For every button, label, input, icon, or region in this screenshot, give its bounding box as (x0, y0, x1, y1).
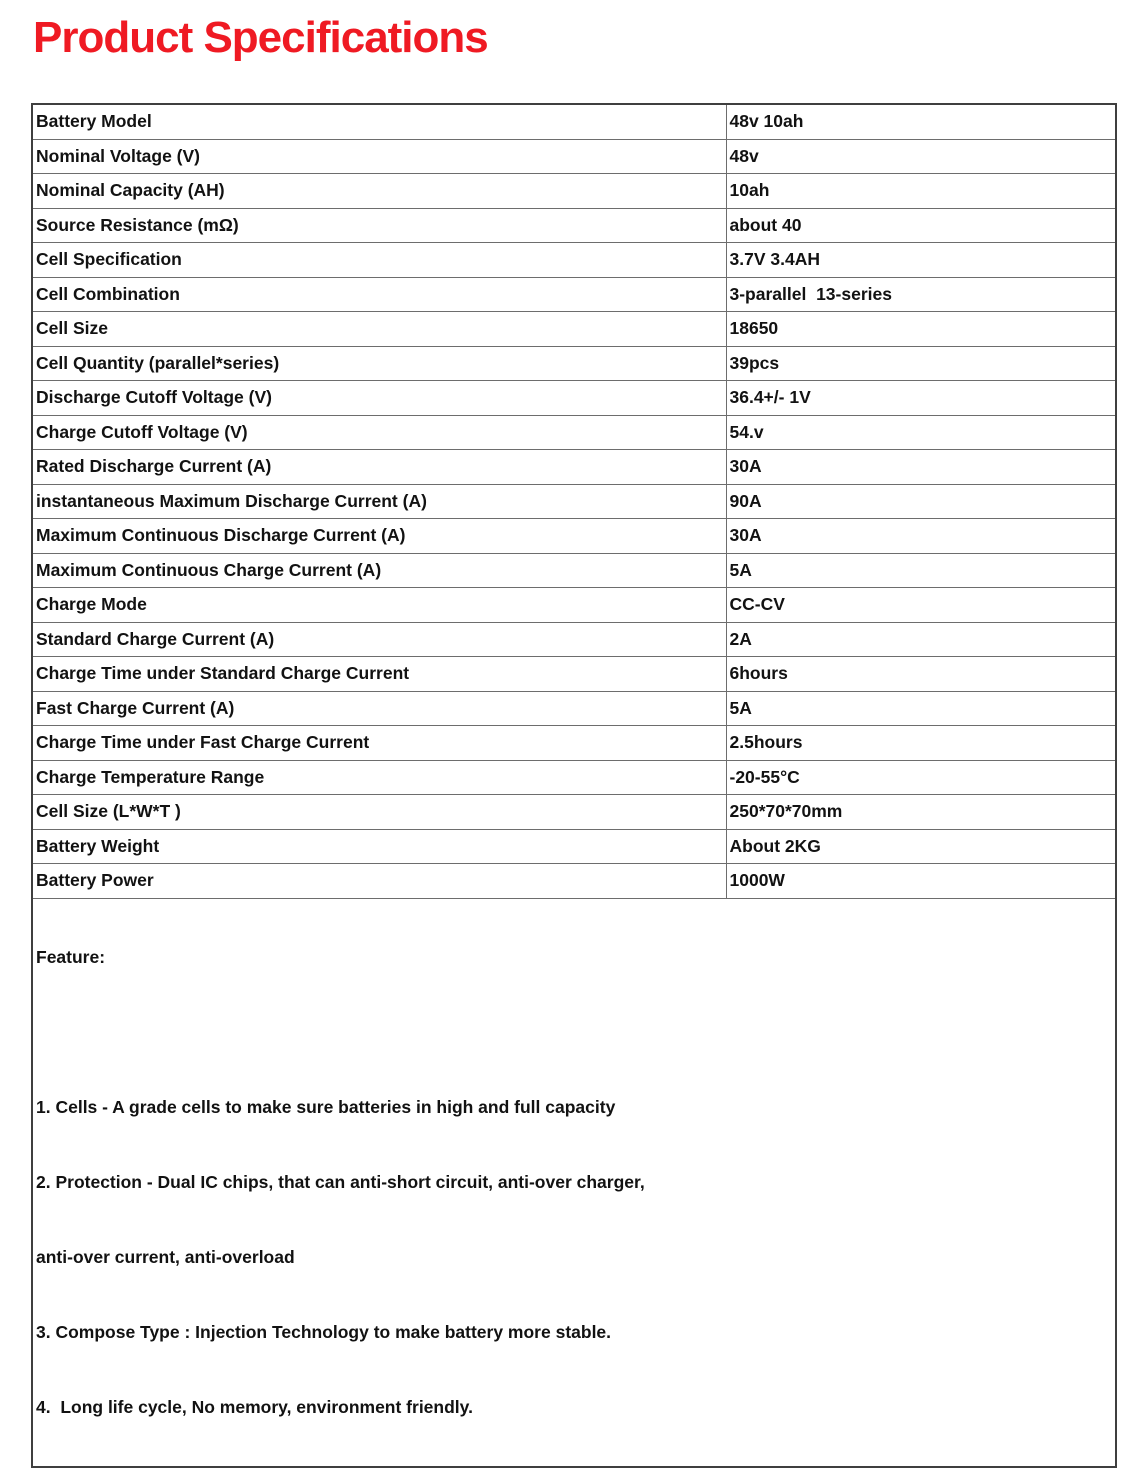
spec-label: Standard Charge Current (A) (32, 622, 726, 657)
spec-value: CC-CV (726, 588, 1116, 623)
spec-value: 3-parallel 13-series (726, 277, 1116, 312)
spec-value: 18650 (726, 312, 1116, 347)
feature-cell (32, 898, 1116, 1467)
spec-row (32, 174, 1116, 209)
feature-item-4: 4. Long life cycle, No memory, environment friendly. (36, 1396, 473, 1417)
spec-label: Battery Model (32, 104, 726, 139)
spec-value: 10ah (726, 174, 1116, 209)
spec-label: Cell Quantity (parallel*series) (32, 346, 726, 381)
spec-value: 3.7V 3.4AH (726, 243, 1116, 278)
spec-row (32, 657, 1116, 692)
spec-row (32, 519, 1116, 554)
spec-row (32, 588, 1116, 623)
spec-row (32, 450, 1116, 485)
spec-value: 2A (726, 622, 1116, 657)
spec-row (32, 726, 1116, 761)
spec-value: 2.5hours (726, 726, 1116, 761)
spec-row (32, 622, 1116, 657)
spec-label: Battery Power (32, 864, 726, 899)
spec-row (32, 760, 1116, 795)
spec-row (32, 864, 1116, 899)
spec-label: Rated Discharge Current (A) (32, 450, 726, 485)
spec-row (32, 415, 1116, 450)
spec-label: Cell Size (32, 312, 726, 347)
spec-row (32, 346, 1116, 381)
spec-label: Charge Time under Fast Charge Current (32, 726, 726, 761)
spec-label: Maximum Continuous Charge Current (A) (32, 553, 726, 588)
spec-row (32, 795, 1116, 830)
spec-label: Cell Combination (32, 277, 726, 312)
spec-label: Charge Mode (32, 588, 726, 623)
feature-row (32, 898, 1116, 1467)
page-title: Product Specifications (33, 13, 488, 62)
spec-row (32, 829, 1116, 864)
spec-value: -20-55°C (726, 760, 1116, 795)
spec-label: Nominal Capacity (AH) (32, 174, 726, 209)
feature-item-3: 3. Compose Type : Injection Technology to make battery more stable. (36, 1321, 612, 1342)
spec-value: 90A (726, 484, 1116, 519)
spec-table-body (32, 104, 1116, 1467)
spec-value: 250*70*70mm (726, 795, 1116, 830)
spec-label: Battery Weight (32, 829, 726, 864)
feature-blank-line (36, 1016, 1111, 1049)
spec-value: 5A (726, 691, 1116, 726)
spec-label: Charge Cutoff Voltage (V) (32, 415, 726, 450)
spec-value: 5A (726, 553, 1116, 588)
spec-row (32, 553, 1116, 588)
spec-row (32, 139, 1116, 174)
feature-item-1: 1. Cells - A grade cells to make sure batteries in high and full capacity (36, 1096, 616, 1117)
spec-value: 48v (726, 139, 1116, 174)
spec-row (32, 381, 1116, 416)
feature-item-2-continued: anti-over current, anti-overload (36, 1246, 295, 1267)
spec-label: Cell Specification (32, 243, 726, 278)
spec-label: Nominal Voltage (V) (32, 139, 726, 174)
spec-label: Discharge Cutoff Voltage (V) (32, 381, 726, 416)
spec-value: About 2KG (726, 829, 1116, 864)
spec-label: Charge Time under Standard Charge Current (32, 657, 726, 692)
spec-row (32, 104, 1116, 139)
spec-row (32, 208, 1116, 243)
spec-label: Cell Size (L*W*T ) (32, 795, 726, 830)
spec-value: 36.4+/- 1V (726, 381, 1116, 416)
spec-label: Maximum Continuous Discharge Current (A) (32, 519, 726, 554)
spec-row (32, 484, 1116, 519)
feature-item-2: 2. Protection - Dual IC chips, that can anti-short circuit, anti-over charger, (36, 1171, 645, 1192)
spec-label: instantaneous Maximum Discharge Current (A) (32, 484, 726, 519)
spec-label: Fast Charge Current (A) (32, 691, 726, 726)
spec-value: 54.v (726, 415, 1116, 450)
spec-value: 39pcs (726, 346, 1116, 381)
spec-value: 30A (726, 450, 1116, 485)
spec-row (32, 312, 1116, 347)
spec-row (32, 243, 1116, 278)
spec-label: Charge Temperature Range (32, 760, 726, 795)
feature-heading: Feature: (36, 946, 106, 967)
spec-value: about 40 (726, 208, 1116, 243)
spec-label: Source Resistance (mΩ) (32, 208, 726, 243)
spec-row (32, 277, 1116, 312)
spec-value: 30A (726, 519, 1116, 554)
spec-value: 6hours (726, 657, 1116, 692)
spec-row (32, 691, 1116, 726)
spec-value: 1000W (726, 864, 1116, 899)
spec-value: 48v 10ah (726, 104, 1116, 139)
